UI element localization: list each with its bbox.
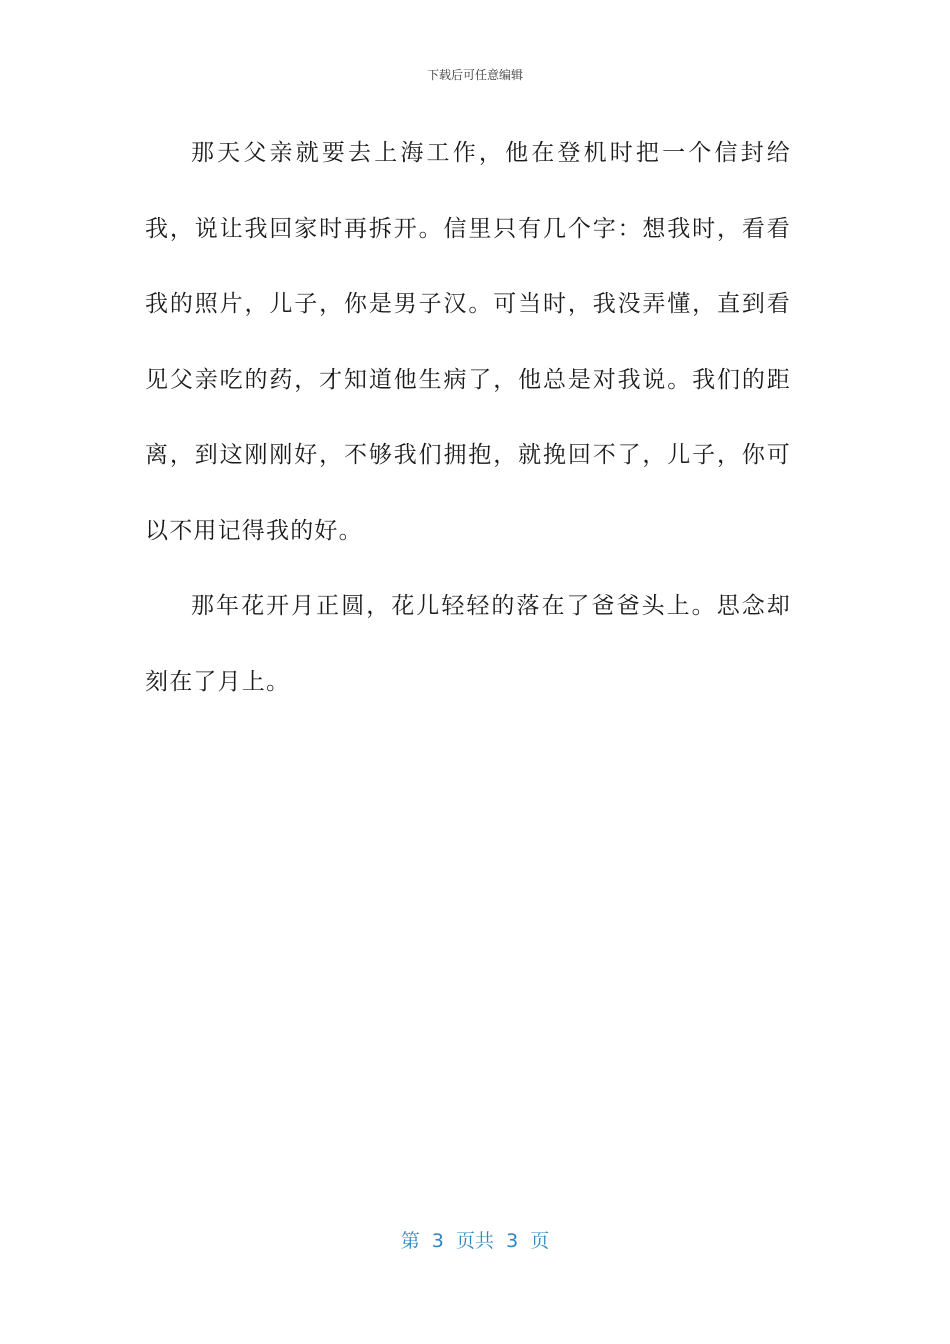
page-header: 下载后可任意编辑: [426, 68, 523, 82]
footer-label-total: 页共: [455, 1230, 494, 1252]
footer-label-page: 第: [400, 1230, 420, 1252]
footer-label-end: 页: [530, 1230, 550, 1252]
page-footer: [0, 1226, 950, 1253]
document-body: [145, 116, 791, 720]
paragraph-1: 那天父亲就要去上海工作，他在登机时把一个信封给我，说让我回家时再拆开。信里只有几个字：想我时，看看我的照片，儿子，你是男子汉。可当时，我没弄懂，直到看见父亲吃的药，才知道他生病了，他总是对我说。我们的距离，到这刚刚好，不够我们拥抱，就挽回不了，儿子，你可以不用记得我的好。: [145, 140, 791, 544]
footer-total-pages: 3: [506, 1230, 519, 1252]
footer-current-page: 3: [431, 1230, 444, 1252]
paragraph-2: 那年花开月正圆，花儿轻轻的落在了爸爸头上。思念却刻在了月上。: [145, 593, 791, 695]
